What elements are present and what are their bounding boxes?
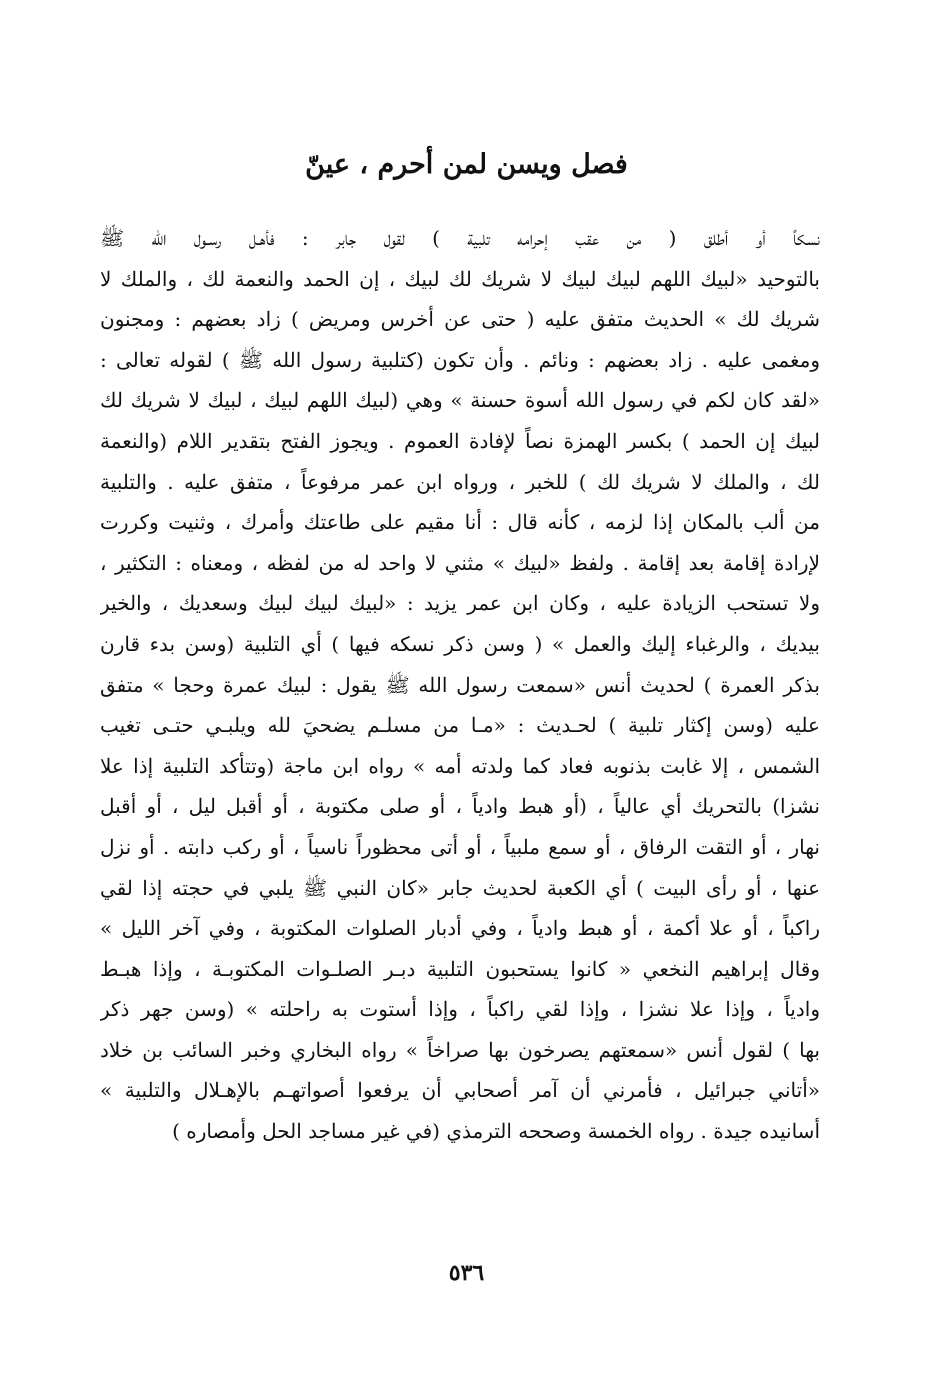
text-line: بها ) لقول أنس «سمعتهم يصرخون بها صراخاً » رواه البخاري وخبر السائب بن خلاد xyxy=(100,1037,820,1062)
text-line: نهار ، أو التقت الرفاق ، أو سمع ملبياً ، أو أتى محظوراً ناسياً ، أو ركب دابته . أو نزل xyxy=(100,834,820,859)
text-line: «لقد كان لكم في رسول الله أسوة حسنة » وهي (لبيك اللهم لبيك ، لبيك لا شريك لك xyxy=(100,388,820,413)
text-line: لبيك إن الحمد ) بكسر الهمزة نصاً لإفادة العموم . ويجوز الفتح بتقدير اللام (والنعمة xyxy=(100,428,820,453)
text-line: «أتاني جبرائيل ، فأمرني أن آمر أصحابي أن يرفعوا أصواتهـم بالإهـلال والتلبية » xyxy=(100,1078,820,1103)
text-line: عنها ، أو رأى البيت ) أي الكعبة لحديث جابر «كان النبي ﷺ يلبي في حجته إذا لقي xyxy=(100,875,820,900)
text-line: الشمس ، إلا غابت بذنوبه فعاد كما ولدته أمه » رواه ابن ماجة (وتتأكد التلبية إذا علا xyxy=(100,753,820,778)
text-line: بذكر العمرة ) لحديث أنس «سمعت رسول الله ﷺ يقول : لبيك عمرة وحجا » متفق xyxy=(100,672,820,697)
text-line: أسانيده جيدة . رواه الخمسة وصححه الترمذي (في غير مساجد الحل وأمصاره ) xyxy=(172,1119,820,1144)
text-line: نشزا) بالتحريك أي عالياً ، (أو هبط وادياً ، أو صلى مكتوبة ، أو أقبل ليل ، أو أقبل xyxy=(100,794,820,819)
section-title: فصل ويسن لمن أحرم ، عينّ xyxy=(305,149,628,180)
text-line: وقال إبراهيم النخعي « كانوا يستحبون التلبية دبـر الصلـوات المكتوبـة ، وإذا هبـط xyxy=(100,956,820,981)
text-line: لك ، والملك لا شريك لك ) للخبر ، ورواه ابن عمر مرفوعاً ، متفق عليه . والتلبية xyxy=(100,469,820,494)
text-line: وادياً ، وإذا علا نشزا ، وإذا لقي راكباً ، وإذا أستوت به راحلته » (وسن جهر ذكر xyxy=(100,997,820,1022)
body-text xyxy=(100,218,820,1152)
text-line: راكباً ، أو علا أكمة ، أو هبط وادياً ، وفي أدبار الصلوات المكتوبة ، وفي آخر الليل » xyxy=(100,916,820,941)
page-number: ٥٣٦ xyxy=(448,1260,485,1286)
text-line: لإرادة إقامة بعد إقامة . ولفظ «لبيك » مثني لا واحد له من لفظه ، ومعناه : التكثير ، xyxy=(100,550,820,575)
text-line: عليه (وسن إكثار تلبية ) لحـديث : «مـا من مسلـم يضحيَ لله ويلبـي حتـى تغيب xyxy=(100,713,820,738)
text-line: ولا تستحب الزيادة عليه ، وكان ابن عمر يزيد : «لبيك لبيك لبيك وسعديك ، والخير xyxy=(100,591,820,616)
text-line: ومغمى عليه . زاد بعضهم : ونائم . وأن تكون (كتلبية رسول الله ﷺ ) لقوله تعالى : xyxy=(100,347,820,372)
text-line: بيديك ، والرغباء إليك والعمل » ( وسن ذكر نسكه فيها ) أي التلبية (وسن بدء قارن xyxy=(100,631,820,656)
text-line: نسكاً أو أطلق ( من عقب إحرامه تلبية ) لقول جابر : فأهـل رسـول الله ﷺ xyxy=(100,226,820,250)
text-line: شريك لك » الحديث متفق عليه ( حتى عن أخرس ومريض ) زاد بعضهم : ومجنون xyxy=(100,307,820,332)
text-line: بالتوحيد «لبيك اللهم لبيك لبيك لا شريك لك لبيك ، إن الحمد والنعمة لك ، والملك لا xyxy=(100,266,820,291)
text-line: من ألب بالمكان إذا لزمه ، كأنه قال : أنا مقيم على طاعتك وأمرك ، وثنيت وكررت xyxy=(100,510,820,535)
